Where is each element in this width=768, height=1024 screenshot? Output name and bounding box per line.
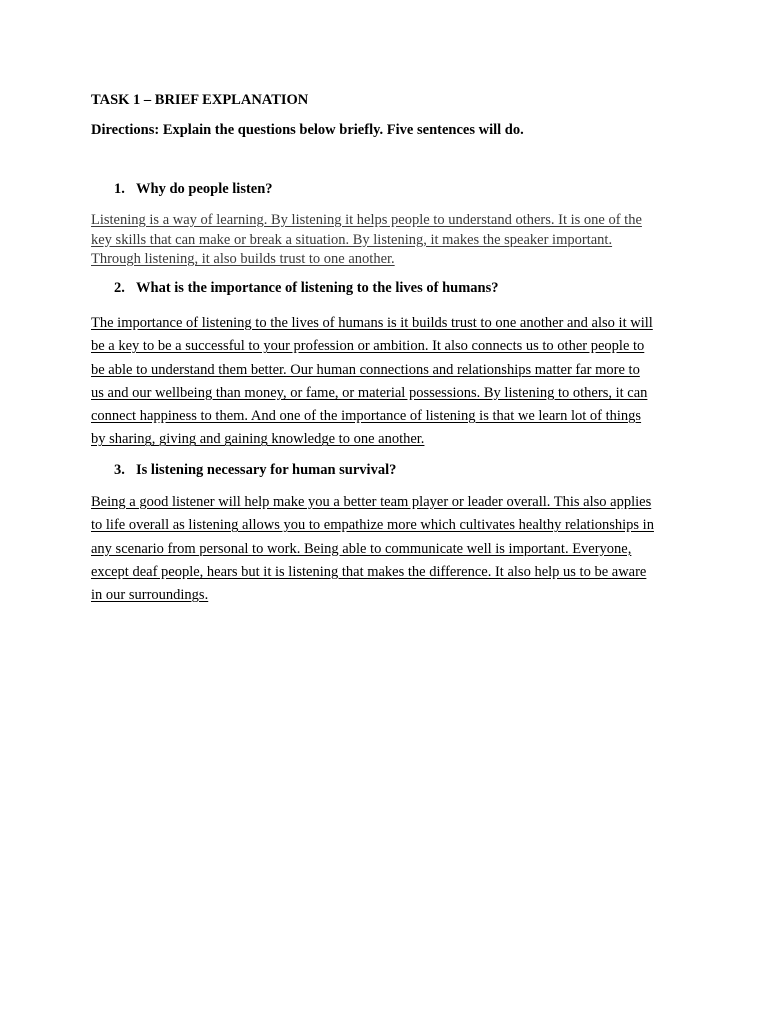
question-text: Is listening necessary for human survival? [136,462,397,478]
answer-line: except deaf people, hears but it is listening that makes the difference. It also help us to be aware [91,563,647,580]
question-text: What is the importance of listening to the lives of humans? [136,280,499,296]
answer-line: be a key to be a successful to your profession or ambition. It also connects us to other people to [91,338,645,355]
answer-line: us and our wellbeing than money, or fame, or material possessions. By listening to others, it can [91,384,648,401]
answer-line: connect happiness to them. And one of the importance of listening is that we learn lot of things [91,408,642,425]
answer-2 [91,312,681,452]
answer-line: The importance of listening to the lives of humans is it builds trust to one another and also it will [91,315,653,331]
question-number: 2. [114,280,125,296]
answer-line: by sharing, giving and gaining knowledge to one another. [91,431,425,448]
answer-line: in our surroundings. [91,587,209,604]
question-number: 3. [114,462,125,478]
question-number: 1. [114,181,125,197]
task-title: TASK 1 – BRIEF EXPLANATION [91,92,309,108]
answer-line: Being a good listener will help make you a better team player or leader overall. This also applies [91,494,652,510]
answer-line: be able to understand them better. Our human connections and relationships matter far more to [91,361,640,378]
answer-line: key skills that can make or break a situation. By listening, it makes the speaker important. [91,231,613,248]
question-3 [114,462,396,479]
question-1 [114,181,273,198]
answer-line: to life overall as listening allows you to empathize more which cultivates healthy relationships in [91,517,654,534]
answer-line: Through listening, it also builds trust to one another. [91,251,395,267]
answer-line: any scenario from personal to work. Being able to communicate well is important. Everyone, [91,540,632,557]
directions-text: Directions: Explain the questions below briefly. Five sentences will do. [91,122,524,138]
question-2 [114,280,499,297]
answer-1 [91,211,681,270]
answer-line: Listening is a way of learning. By listening it helps people to understand others. It is one of the [91,212,642,228]
answer-3 [91,491,681,607]
question-text: Why do people listen? [136,181,273,197]
